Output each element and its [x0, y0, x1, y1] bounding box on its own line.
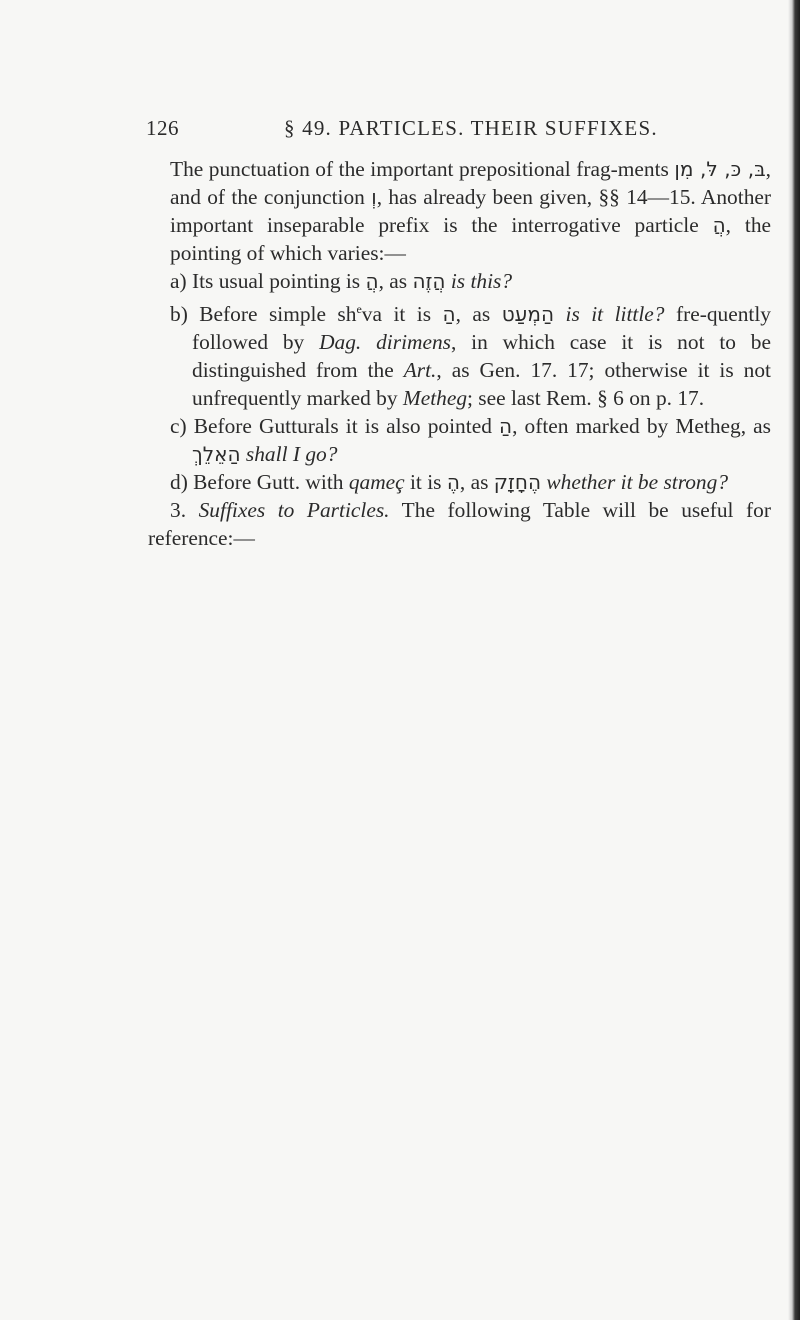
- page-edge-shadow: [788, 0, 800, 1320]
- hebrew-conjunction: וְ: [371, 185, 377, 209]
- list-item-a: a) Its usual pointing is הֲ, as הֲזֶה is this?: [170, 269, 513, 293]
- running-title: § 49. PARTICLES. THEIR SUFFIXES.: [284, 116, 658, 140]
- hebrew-interrogative: הֲ: [712, 213, 726, 237]
- list-item-d: d) Before Gutt. with qameç it is הֶ, as הֶחָזָק whether it be strong?: [170, 470, 729, 495]
- list-item-c: c) Before Gutturals it is also pointed הַ, often marked by Metheg, as הַאֵלֵךְ shall I go?: [170, 414, 771, 467]
- page-number: 126: [146, 116, 179, 140]
- hebrew-prepositions: בּ, כּ, לּ, מִן: [674, 157, 766, 181]
- list-item-b: b) Before simple $sh^eva$ it is הַ, as הַמְעַט is it little? fre-quently followed by Dag. dirimens, in which case it is not to be distinguished from the Art., as Gen. 17. 17; otherwise it is not unfrequently marked by Metheg; see last Rem. § 6 on p. 17.: [170, 302, 772, 411]
- intro-paragraph: The punctuation of the important prepositional frag-ments בּ, כּ, לּ, מִן, and of the conjunction וְ, has already been given, §§ 14—15. Another important inseparable prefix is the interrogative particle הֲ, the pointing of which varies:—: [170, 157, 772, 265]
- page-body: [148, 155, 771, 552]
- section-3-paragraph: 3. Suffixes to Particles. The following Table will be useful for reference:—: [148, 498, 771, 551]
